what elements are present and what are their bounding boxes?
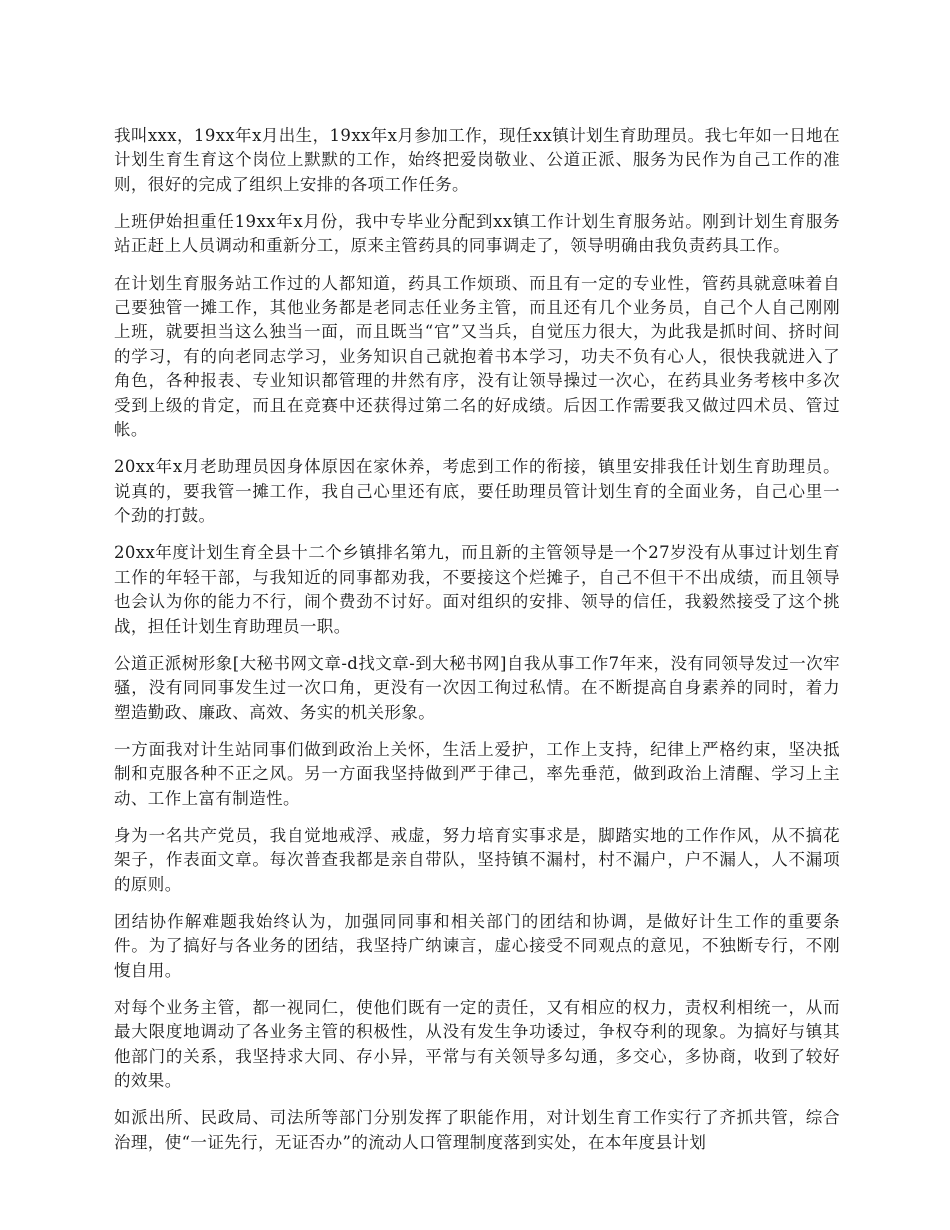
paragraph-9: 团结协作解难题我始终认为，加强同同事和相关部门的团结和协调，是做好计生工作的重要条件。为了搞好与各业务的团结，我坚持广纳谏言，虚心接受不同观点的意见，不独断专行，不刚愎自用。 bbox=[114, 911, 840, 980]
paragraph-11: 如派出所、民政局、司法所等部门分别发挥了职能作用，对计划生育工作实行了齐抓共管，综合治理，使“一证先行，无证否办”的流动人口管理制度落到实处，在本年度县计划 bbox=[114, 1108, 840, 1152]
paragraph-2: 上班伊始担重任19xx年x月份，我中专毕业分配到xx镇工作计划生育服务站。刚到计划生育服务站正赶上人员调动和重新分工，原来主管药具的同事调走了，领导明确由我负责药具工作。 bbox=[114, 212, 840, 256]
paragraph-8: 身为一名共产党员，我自觉地戒浮、戒虚，努力培育实事求是，脚踏实地的工作作风，从不搞花架子，作表面文章。每次普查我都是亲自带队，坚持镇不漏村，村不漏户，户不漏人，人不漏项的原则。 bbox=[114, 825, 840, 894]
paragraph-7: 一方面我对计生站同事们做到政治上关怀，生活上爱护，工作上支持，纪律上严格约束，坚决抵制和克服各种不正之风。另一方面我坚持做到严于律己，率先垂范，做到政治上清醒、学习上主动、工作上富有制造性。 bbox=[114, 739, 840, 808]
paragraph-3: 在计划生育服务站工作过的人都知道，药具工作烦琐、而且有一定的专业性，管药具就意味着自己要独管一摊工作，其他业务都是老同志任业务主管，而且还有几个业务员，自己个人自己刚刚上班，就要担当这么独当一面，而且既当“官”又当兵，自觉压力很大，为此我是抓时间、挤时间的学习，有的向老同志学习，业务知识自己就抱着书本学习，功夫不负有心人，很快我就进入了角色，各种报表、专业知识都管理的井然有序，没有让领导操过一次心，在药具业务考核中多次受到上级的肯定，而且在竞赛中还获得过第二名的好成绩。后因工作需要我又做过四术员、管过帐。 bbox=[114, 273, 840, 440]
document-body bbox=[114, 124, 840, 1168]
paragraph-5: 20xx年度计划生育全县十二个乡镇排名第九，而且新的主管领导是一个27岁没有从事过计划生育工作的年轻干部，与我知近的同事都劝我，不要接这个烂摊子，自己不但干不出成绩，而且领导也会认为你的能力不行，闹个费劲不讨好。面对组织的安排、领导的信任，我毅然接受了这个挑战，担任计划生育助理员一职。 bbox=[114, 543, 840, 636]
paragraph-1: 我叫xxx，19xx年x月出生，19xx年x月参加工作，现任xx镇计划生育助理员。我七年如一日地在计划生育生育这个岗位上默默的工作，始终把爱岗敬业、公道正派、服务为民作为自己工作的准则，很好的完成了组织上安排的各项工作任务。 bbox=[114, 126, 840, 194]
paragraph-6: 公道正派树形象[大秘书网文章-d找文章-到大秘书网]自我从事工作7年来，没有同领导发过一次牢骚，没有同同事发生过一次口角，更没有一次因工徇过私情。在不断提高自身素养的同时，着力塑造勤政、廉政、高效、务实的机关形象。 bbox=[114, 653, 840, 722]
paragraph-10: 对每个业务主管，都一视同仁，使他们既有一定的责任，又有相应的权力，责权利相统一，从而最大限度地调动了各业务主管的积极性，从没有发生争功诿过，争权夺利的现象。为搞好与镇其他部门的关系，我坚持求大同、存小异，平常与有关领导多勾通，多交心，多协商，收到了较好的效果。 bbox=[114, 997, 840, 1090]
paragraph-4: 20xx年x月老助理员因身体原因在家休养，考虑到工作的衔接，镇里安排我任计划生育助理员。说真的，要我管一摊工作，我自己心里还有底，要任助理员管计划生育的全面业务，自己心里一个劲的打鼓。 bbox=[114, 457, 840, 526]
